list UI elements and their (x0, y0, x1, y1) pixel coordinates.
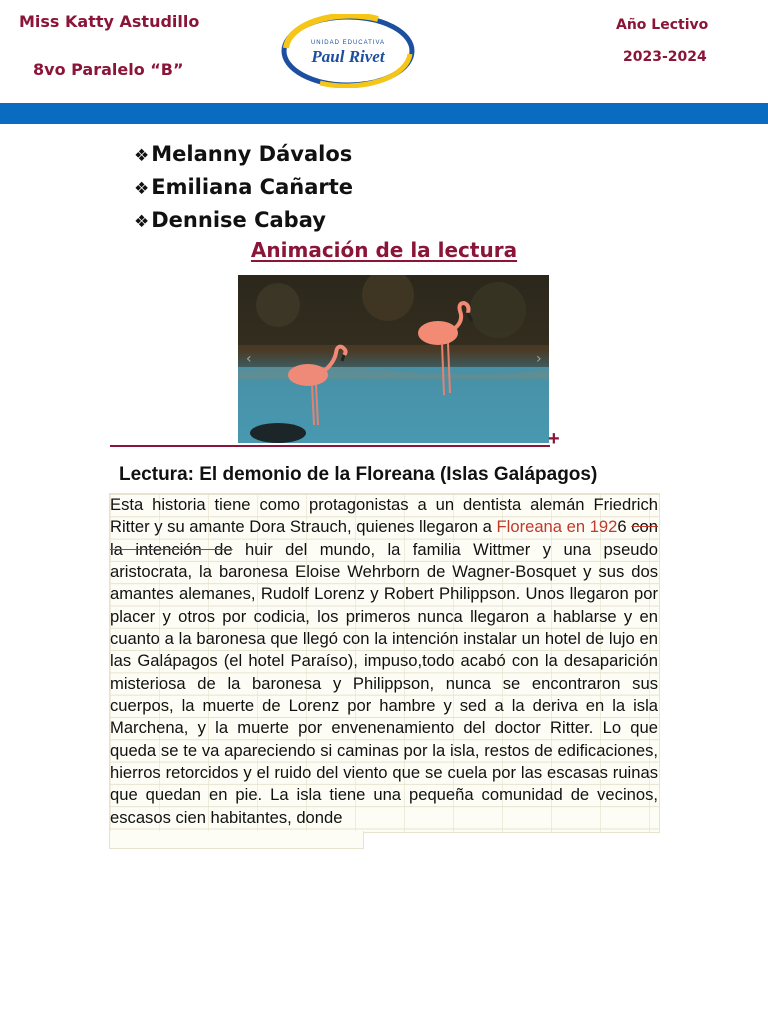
chevron-left-icon: ‹ (246, 351, 252, 367)
student-list (134, 138, 353, 237)
section-title: Animación de la lectura (250, 238, 518, 262)
school-year-value: 2023-2024 (623, 49, 707, 65)
school-logo (280, 14, 416, 88)
student-name: Emiliana Cañarte (151, 175, 354, 199)
lined-paper-tail (109, 831, 364, 849)
logo-line2: Paul Rivet (311, 47, 385, 66)
reading-highlight: Floreana en 192 (496, 517, 618, 537)
list-item (134, 138, 353, 171)
flamingo-photo (238, 275, 549, 443)
reading-title: Lectura: El demonio de la Floreana (Islas Galápagos) (119, 464, 598, 485)
student-name: Melanny Dávalos (151, 142, 353, 166)
logo-line1: UNIDAD EDUCATIVA (310, 40, 386, 46)
diamond-bullet-icon: ❖ (134, 212, 150, 232)
teacher-name: Miss Katty Astudillo (19, 12, 200, 31)
grade-label: 8vo Paralelo “B” (33, 60, 184, 79)
reading-text-part1: Esta historia tiene como protagonistas a un dentista alemán Friedrich Ritter y su amante Dora Strauch, quienes llegaron a (110, 495, 658, 537)
reading-text-part3: huir del mundo, la familia Wittmer y una pseudo aristocrata, la baronesa Eloise Wehrborn de Wagner-Bosquet y sus dos amantes alemanes, Rudolf Lorenz y Robert Philippson. Unos llegaron por placer y otros por codicia, los primeros nunca llegaron a hablarse y en cuanto a la baronesa que llegó con la intención instalar un hotel de lujo en las Galápagos (el hotel Paraíso), impuso,todo acabó con la desaparición misteriosa de la baronesa y Philippson, nunca se encontraron sus cuerpos, la muerte de Lorenz por hambre y sed a la deriva en la isla Marchena, y la muerte por envenenamiento del doctor Ritter. Lo que queda se te va apareciendo si caminas por la isla, restos de edificaciones, hierros retorcidos y el ruido del viento que se cuela por las escasas ruinas que quedan en pie. La isla tiene una pequeña comunidad de vecinos, escasos cien habitantes, donde (110, 539, 658, 827)
chevron-right-icon: › (536, 351, 542, 367)
student-name: Dennise Cabay (151, 208, 326, 232)
list-item (134, 171, 353, 204)
accent-divider (110, 445, 550, 447)
diamond-bullet-icon: ❖ (134, 146, 150, 166)
reading-strikethrough: con la intención de (110, 517, 658, 559)
plus-mark: + (548, 428, 560, 450)
school-year-label: Año Lectivo (616, 17, 709, 33)
diamond-bullet-icon: ❖ (134, 179, 150, 199)
reading-body (110, 494, 658, 829)
header-divider-bar (0, 103, 768, 124)
reading-text-part2: 6 (617, 517, 632, 537)
list-item (134, 204, 353, 237)
